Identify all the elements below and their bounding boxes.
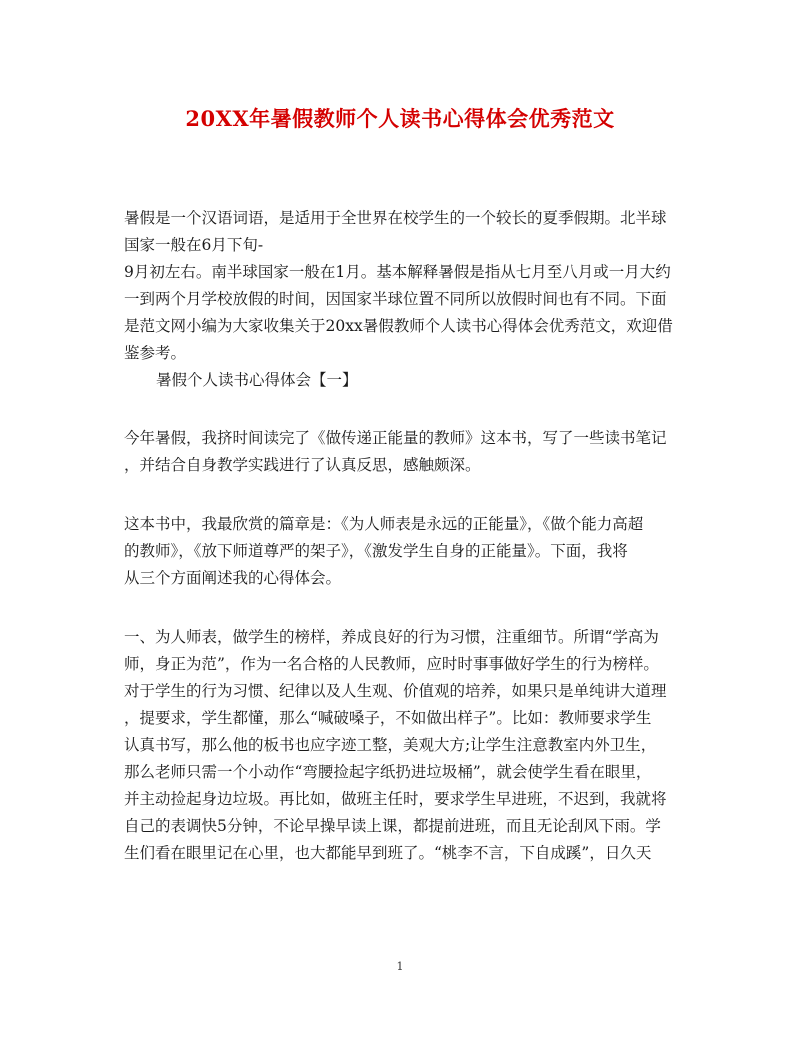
text-line: 生们看在眼里记在心里，也大都能早到班了。“桃李不言，下自成蹊”，日久天	[124, 844, 652, 862]
text-line: 对于学生的行为习惯、纪律以及人生观、价值观的培养，如果只是单纯讲大道理	[124, 682, 667, 700]
text-line: ，并结合自身教学实践进行了认真反思，感触颇深。	[124, 456, 481, 474]
text-line: 从三个方面阐述我的心得体会。	[124, 569, 342, 587]
text-line: 鉴参考。	[124, 344, 187, 362]
text-line: 暑假是一个汉语词语，是适用于全世界在校学生的一个较长的夏季假期。北半球	[124, 209, 667, 227]
document-title: 20XX年暑假教师个人读书心得体会优秀范文	[185, 106, 615, 131]
text-line: 并主动捡起身边垃圾。再比如，做班主任时，要求学生早进班，不迟到，我就将	[124, 790, 667, 808]
text-line: 自己的表调快5分钟，不论早操早读上课，都提前进班，而且无论刮风下雨。学	[124, 817, 661, 835]
section-heading: 暑假个人读书心得体会【一】	[156, 371, 358, 389]
text-line: ，提要求，学生都懂，那么“喊破嗓子，不如做出样子”。比如：教师要求学生	[124, 709, 652, 727]
text-line: 师，身正为范”，作为一名合格的人民教师，应时时事事做好学生的行为榜样。	[124, 655, 659, 673]
text-line: 国家一般在6月下旬-	[124, 236, 264, 254]
page-number: 1	[396, 960, 404, 973]
text-line: 一、为人师表，做学生的榜样，养成良好的行为习惯，注重细节。所谓“学高为	[124, 628, 659, 646]
text-line: 今年暑假，我挤时间读完了《做传递正能量的教师》这本书，写了一些读书笔记	[124, 429, 667, 447]
text-line: 一到两个月学校放假的时间，因国家半球位置不同所以放假时间也有不同。下面	[124, 290, 667, 308]
text-line: 是范文网小编为大家收集关于20xx暑假教师个人读书心得体会优秀范文，欢迎借	[124, 317, 673, 335]
text-line: 这本书中，我最欣赏的篇章是：《为人师表是永远的正能量》，《做个能力高超	[124, 515, 644, 533]
text-line: 那么老师只需一个小动作“弯腰捡起字纸扔进垃圾桶”，就会使学生看在眼里，	[124, 763, 652, 781]
text-line: 的教师》，《放下师道尊严的架子》，《激发学生自身的正能量》。下面，我将	[124, 542, 628, 560]
text-line: 认真书写，那么他的板书也应字迹工整，美观大方;让学生注意教室内外卫生，	[124, 736, 657, 754]
text-line: 9月初左右。南半球国家一般在1月。基本解释暑假是指从七月至八月或一月大约	[124, 263, 671, 281]
